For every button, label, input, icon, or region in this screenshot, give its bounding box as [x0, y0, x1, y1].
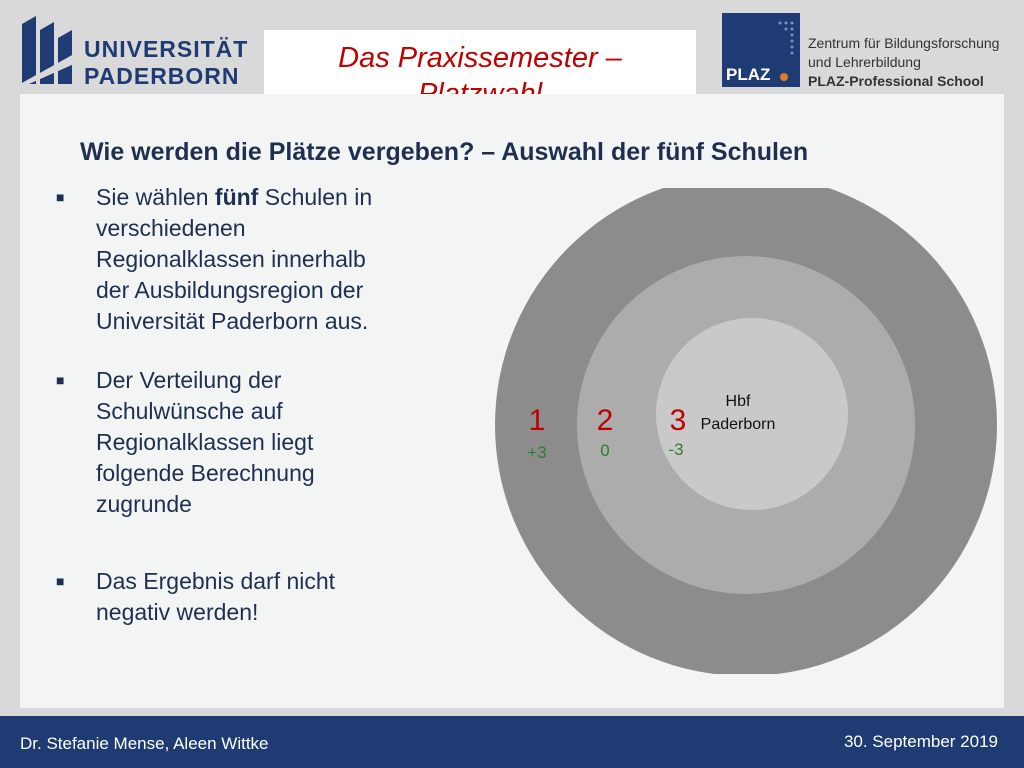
ring-score: 0	[600, 441, 610, 460]
plaz-line3: PLAZ-Professional School	[808, 73, 984, 89]
plaz-line2: und Lehrerbildung	[808, 54, 921, 70]
plaz-logo	[722, 13, 800, 87]
ring-number: 3	[669, 404, 687, 437]
plaz-line1: Zentrum für Bildungsforschung	[808, 35, 1000, 51]
slide-title-line1: Das Praxissemester –	[338, 42, 622, 74]
bullet-item: ■ Sie wählen fünf Schulen in verschiedenen Regionalklassen innerhalb der Ausbildungsregion der Universität Paderborn aus.	[56, 184, 373, 334]
region-rings-diagram	[494, 188, 998, 674]
ring-number: 2	[596, 404, 614, 437]
bullet-square-icon: ■	[56, 189, 65, 205]
bullet-list	[56, 182, 396, 656]
plaz-logo-text: PLAZ	[726, 65, 771, 84]
university-name-line2: PADERBORN	[84, 63, 240, 89]
slide-subtitle: Wie werden die Plätze vergeben? – Auswahl der fünf Schulen	[80, 138, 809, 166]
university-emblem-icon	[18, 14, 78, 86]
bullet-item: ■ Der Verteilung der Schulwünsche auf Regionalklassen liegt folgende Berechnung zugrunde	[56, 367, 315, 517]
concentric-circles	[494, 188, 998, 674]
header-bar	[0, 0, 1024, 94]
footer-date: 30. September 2019	[843, 732, 998, 751]
plaz-description	[808, 34, 999, 91]
emphasis-text: fünf	[214, 184, 259, 210]
bullet-square-icon: ■	[56, 573, 65, 589]
ring-score: +3	[527, 443, 547, 462]
center-label-line1: Hbf	[725, 393, 751, 410]
ring-score: -3	[668, 440, 684, 459]
university-logo	[18, 14, 249, 89]
footer-authors: Dr. Stefanie Mense, Aleen Wittke	[20, 734, 269, 753]
slide-content	[20, 94, 1004, 708]
bullet-square-icon: ■	[56, 372, 65, 388]
center-label-line2: Paderborn	[700, 416, 776, 433]
footer-bar	[0, 716, 1024, 768]
ring-number: 1	[528, 404, 546, 437]
bullet-item: ■ Das Ergebnis darf nicht negativ werden!	[56, 568, 336, 625]
university-name-line1: UNIVERSITÄT	[84, 36, 249, 62]
